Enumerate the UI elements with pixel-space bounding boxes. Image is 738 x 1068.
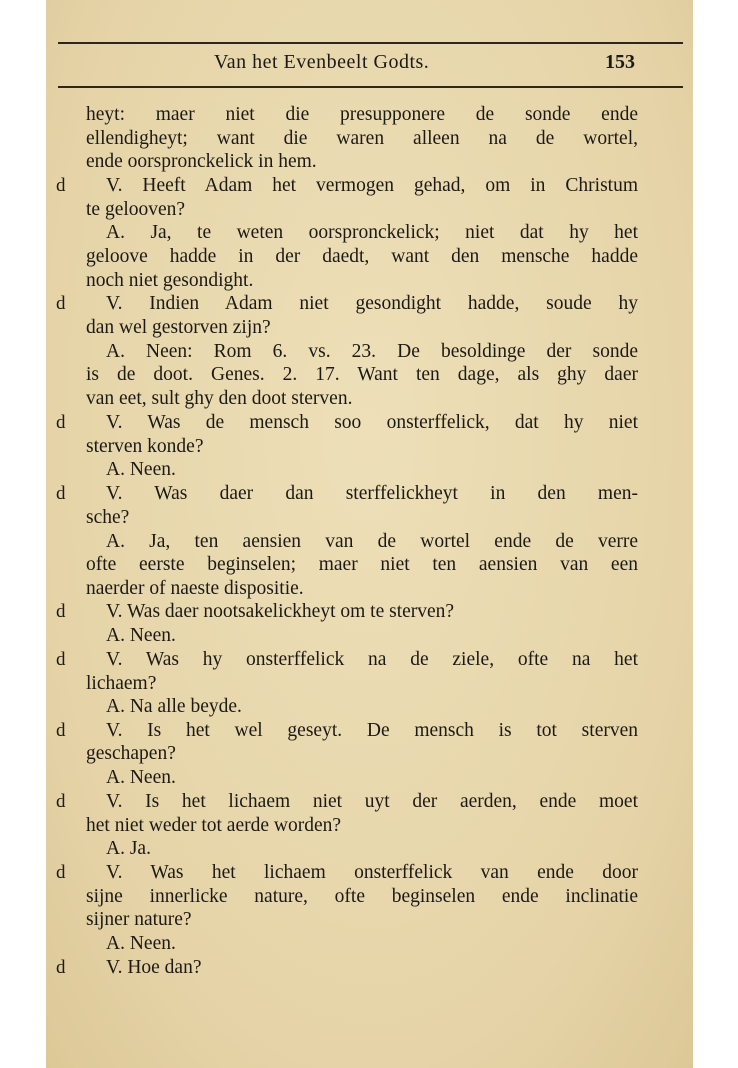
question-line: V. Was daer dan sterffelickheyt in den men-: [106, 483, 638, 504]
header-rule-bottom: [58, 86, 683, 88]
answer-line: A. Ja, ten aensien van de wortel ende de verre: [106, 531, 638, 552]
header-rule-top: [58, 42, 683, 44]
margin-marker: d: [56, 483, 66, 504]
text-line: sche?: [86, 507, 130, 528]
margin-marker: d: [56, 862, 66, 883]
book-page: [46, 0, 693, 1068]
margin-marker: d: [56, 601, 66, 622]
text-line: het niet weder tot aerde worden?: [86, 815, 342, 836]
answer-line: A. Na alle beyde.: [106, 696, 242, 717]
answer-line: A. Neen.: [106, 459, 176, 480]
margin-marker: d: [56, 293, 66, 314]
text-line: sterven konde?: [86, 436, 204, 457]
text-line: sijner nature?: [86, 909, 192, 930]
answer-line: A. Neen.: [106, 933, 176, 954]
answer-line: A. Neen.: [106, 767, 176, 788]
page-number: 153: [605, 51, 635, 73]
text-line: van eet, sult ghy den doot sterven.: [86, 388, 353, 409]
question-line: V. Is het lichaem niet uyt der aerden, ende moet: [106, 791, 638, 812]
text-line: noch niet gesondight.: [86, 270, 254, 291]
answer-line: A. Neen: Rom 6. vs. 23. De besoldinge der sonde: [106, 341, 638, 362]
text-line: dan wel gestorven zijn?: [86, 317, 271, 338]
answer-line: A. Ja.: [106, 838, 151, 859]
question-line: V. Was daer nootsakelickheyt om te sterven?: [106, 601, 455, 622]
margin-marker: d: [56, 957, 66, 978]
question-line: V. Indien Adam niet gesondight hadde, soude hy: [106, 293, 638, 314]
answer-line: A. Ja, te weten oorspronckelick; niet dat hy het: [106, 222, 638, 243]
text-line: ellendigheyt; want die waren alleen na de wortel,: [86, 128, 638, 149]
answer-line: A. Neen.: [106, 625, 176, 646]
text-line: ofte eerste beginselen; maer niet ten aensien van een: [86, 554, 638, 575]
margin-marker: d: [56, 720, 66, 741]
running-head: Van het Evenbeelt Godts.: [214, 51, 430, 73]
question-line: V. Was hy onsterffelick na de ziele, ofte na het: [106, 649, 638, 670]
margin-marker: d: [56, 649, 66, 670]
text-line: te gelooven?: [86, 199, 186, 220]
text-line: sijne innerlicke nature, ofte beginselen ende inclinatie: [86, 886, 638, 907]
question-line: V. Heeft Adam het vermogen gehad, om in Christum: [106, 175, 638, 196]
text-line: geloove hadde in der daedt, want den mensche hadde: [86, 246, 638, 267]
margin-marker: d: [56, 412, 66, 433]
margin-marker: d: [56, 175, 66, 196]
text-line: ende oorspronckelick in hem.: [86, 151, 317, 172]
question-line: V. Was de mensch soo onsterffelick, dat hy niet: [106, 412, 638, 433]
text-line: geschapen?: [86, 743, 176, 764]
text-line: lichaem?: [86, 673, 157, 694]
question-line: V. Is het wel geseyt. De mensch is tot sterven: [106, 720, 638, 741]
question-line: V. Hoe dan?: [106, 957, 202, 978]
text-line: is de doot. Genes. 2. 17. Want ten dage, als ghy daer: [86, 364, 638, 385]
question-line: V. Was het lichaem onsterffelick van ende door: [106, 862, 638, 883]
margin-marker: d: [56, 791, 66, 812]
text-line: heyt: maer niet die presupponere de sonde ende: [86, 104, 638, 125]
text-line: naerder of naeste dispositie.: [86, 578, 304, 599]
